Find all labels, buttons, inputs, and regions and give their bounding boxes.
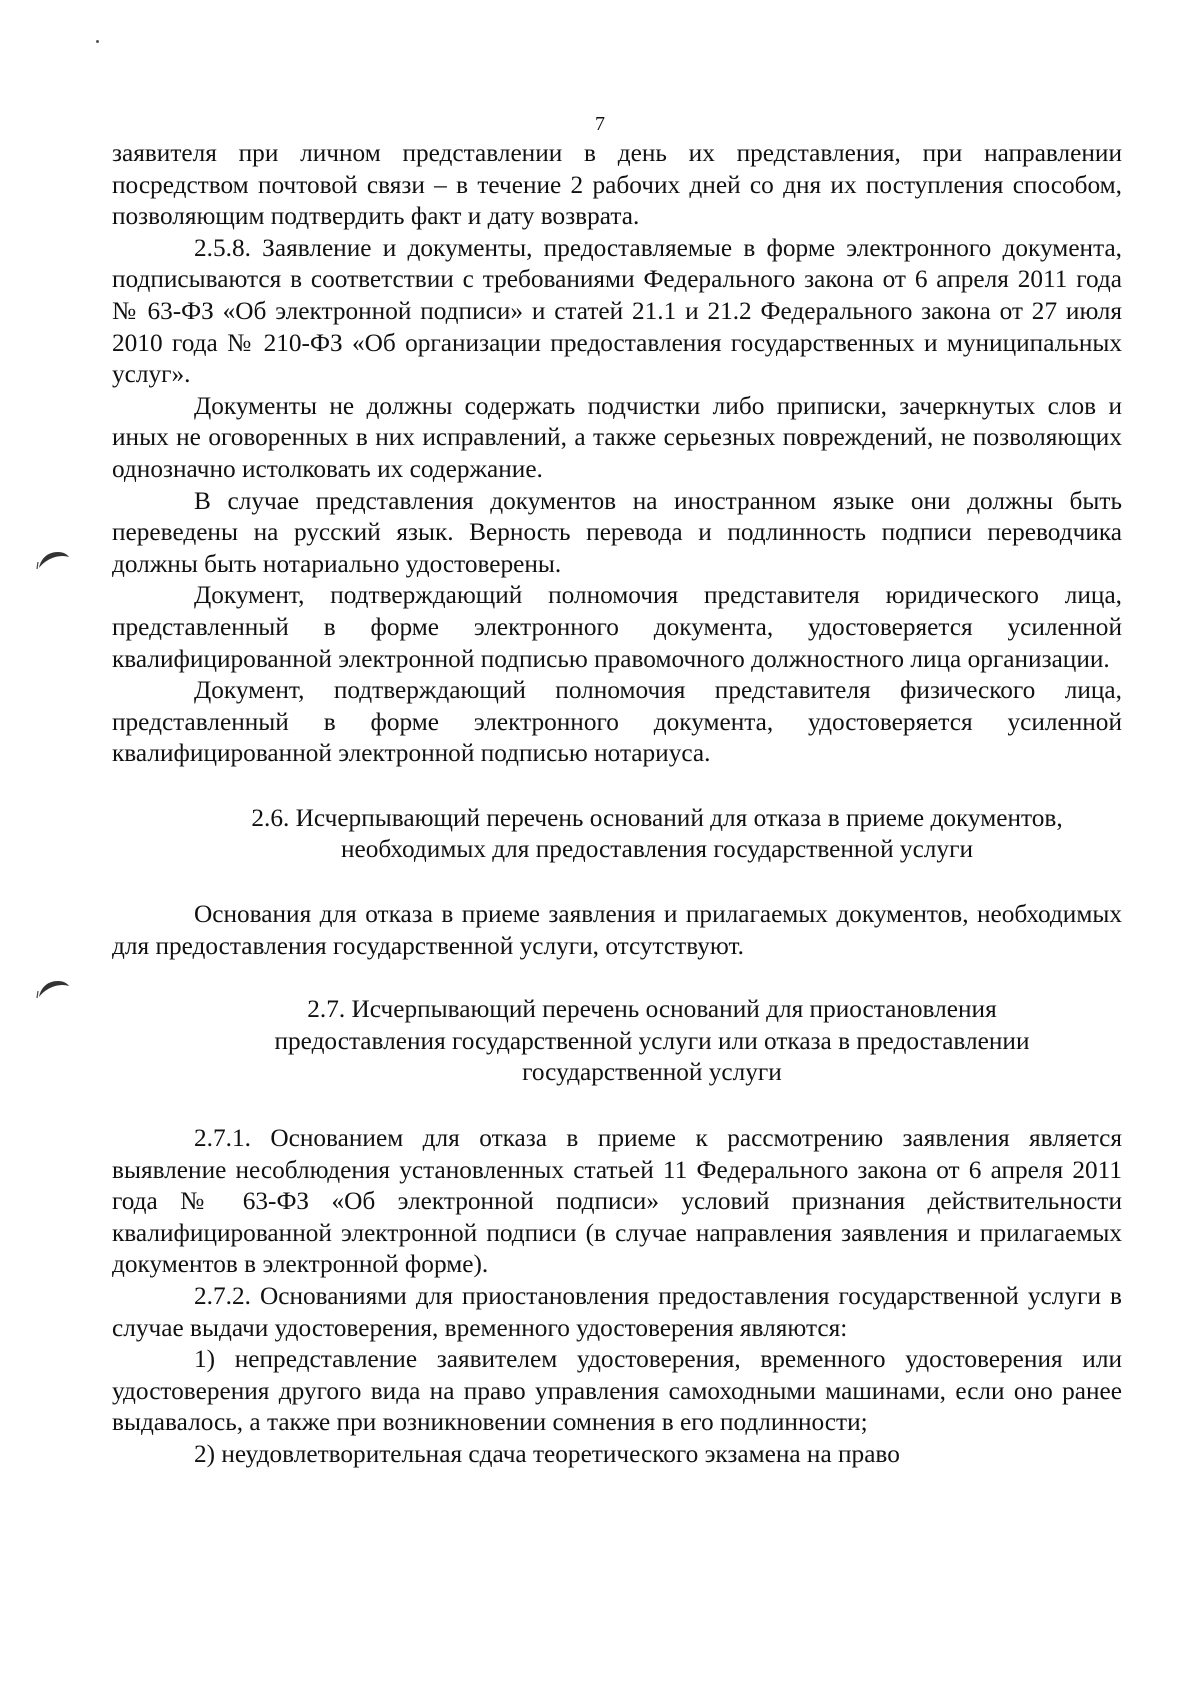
heading-line: 2.7. Исчерпывающий перечень оснований для приостановления: [307, 995, 997, 1024]
page-number: 7: [595, 113, 605, 135]
paragraph: В случае представления документов на иностранном языке они должны быть переведены на русский язык. Верность перевода и подлинность подписи переводчика должны быть нотариально удостоверены.: [112, 486, 1122, 578]
scan-speck: [96, 40, 99, 43]
paragraph: Документ, подтверждающий полномочия представителя юридического лица, представленный в форме электронного документа, удостоверяется усиленной квалифицированной электронной подписью правомочного должностного лица организации.: [112, 581, 1122, 673]
paragraph-2-6: Основания для отказа в приеме заявления и прилагаемых документов, необходимых для предоставления государственной услуги, отсутствуют.: [112, 900, 1122, 960]
paragraph-2-5-8: 2.5.8. Заявление и документы, предоставляемые в форме электронного документа, подписываются в соответствии с требованиями Федерального закона от 6 апреля 2011 года № 63-ФЗ «Об электронной подписи» и статей 21.1 и 21.2 Федерального закона от 27 июля 2010 года № 210-ФЗ «Об организации предоставления государственных и муниципальных услуг».: [112, 233, 1122, 389]
paragraph: Документ, подтверждающий полномочия представителя физического лица, представленный в форме электронного документа, удостоверяется усиленной квалифицированной электронной подписью нотариуса.: [112, 676, 1122, 768]
punch-hole-mark-icon: [36, 977, 70, 999]
list-item: 1) непредставление заявителем удостоверения, временного удостоверения или удостоверения другого вида на право управления самоходными машинами, если оно ранее выдавалось, а также при возникновении сомнения в его подлинности;: [112, 1345, 1122, 1437]
section-heading-2-6: [112, 803, 1122, 866]
heading-line: предоставления государственной услуги или отказа в предоставлении: [274, 1026, 1030, 1055]
heading-line: государственной услуги: [522, 1058, 782, 1087]
punch-hole-mark-icon: [36, 548, 70, 570]
heading-line: 2.6. Исчерпывающий перечень оснований для отказа в приеме документов,: [251, 803, 1063, 832]
document-body: [112, 138, 1122, 1471]
paragraph: заявителя при личном представлении в день их представления, при направлении посредством почтовой связи – в течение 2 рабочих дней со дня их поступления способом, позволяющим подтвердить факт и дату возврата.: [112, 139, 1122, 231]
heading-line: необходимых для предоставления государственной услуги: [341, 835, 973, 864]
paragraph-2-7-1: 2.7.1. Основанием для отказа в приеме к рассмотрению заявления является выявление несоблюдения установленных статьей 11 Федерального закона от 6 апреля 2011 года № 63-ФЗ «Об электронной подписи» условий признания действительности квалифицированной электронной подписи (в случае направления заявления и прилагаемых документов в электронной форме).: [112, 1124, 1122, 1279]
paragraph: Документы не должны содержать подчистки либо приписки, зачеркнутых слов и иных не оговоренных в них исправлений, а также серьезных повреждений, не позволяющих однозначно истолковать их содержание.: [112, 391, 1122, 483]
list-item: 2) неудовлетворительная сдача теоретического экзамена на право: [194, 1439, 900, 1468]
paragraph-2-7-2: 2.7.2. Основаниями для приостановления предоставления государственной услуги в случае выдачи удостоверения, временного удостоверения являются:: [112, 1282, 1122, 1342]
section-heading-2-7: [112, 994, 1122, 1089]
